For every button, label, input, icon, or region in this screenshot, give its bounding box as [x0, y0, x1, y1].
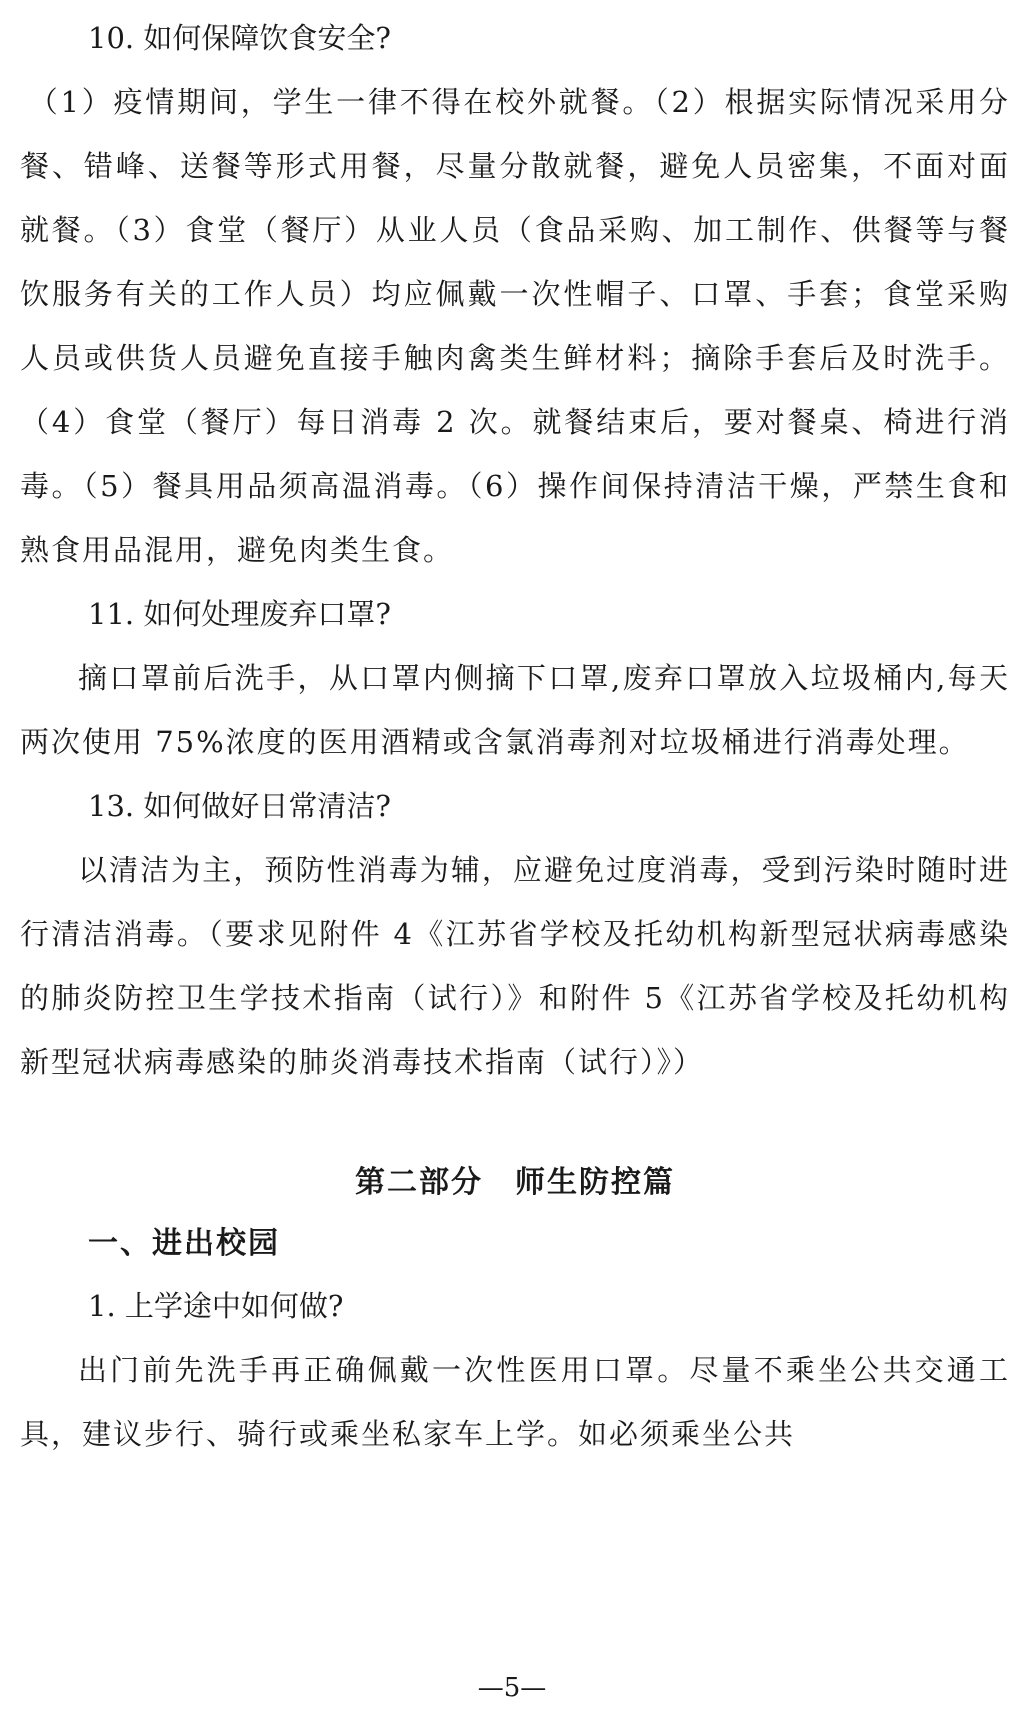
question-10-title: 10. 如何保障饮食安全?	[88, 21, 391, 55]
question-11-title: 11. 如何处理废弃口罩?	[88, 597, 391, 631]
question-11-body: 摘口罩前后洗手，从口罩内侧摘下口罩,废弃口罩放入垃圾桶内,每天两次使用 75%浓度的医用酒精或含氯消毒剂对垃圾桶进行消毒处理。	[20, 661, 1010, 759]
section-one-title: 一、进出校园	[88, 1226, 280, 1261]
question-1-body: 出门前先洗手再正确佩戴一次性医用口罩。尽量不乘坐公共交通工具，建议步行、骑行或乘坐私家车上学。如必须乘坐公共	[20, 1353, 1010, 1451]
question-10-body: （1）疫情期间，学生一律不得在校外就餐。（2）根据实际情况采用分餐、错峰、送餐等形式用餐，尽量分散就餐，避免人员密集，不面对面就餐。（3）食堂（餐厅）从业人员（食品采购、加工制作、供餐等与餐饮服务有关的工作人员）均应佩戴一次性帽子、口罩、手套；食堂采购人员或供货人员避免直接手触肉禽类生鲜材料；摘除手套后及时洗手。（4）食堂（餐厅）每日消毒 2 次。就餐结束后，要对餐桌、椅进行消毒。（5）餐具用品须高温消毒。（6）操作间保持清洁干燥，严禁生食和熟食用品混用，避免肉类生食。	[20, 85, 1010, 567]
part-two-title: 第二部分 师生防控篇	[355, 1165, 675, 1200]
question-13-title: 13. 如何做好日常清洁?	[88, 789, 391, 823]
page-number: —5—	[477, 1673, 547, 1703]
question-1-title: 1. 上学途中如何做?	[88, 1289, 344, 1323]
document-page	[20, 6, 1010, 1466]
question-13-body: 以清洁为主，预防性消毒为辅，应避免过度消毒，受到污染时随时进行清洁消毒。（要求见附件 4《江苏省学校及托幼机构新型冠状病毒感染的肺炎防控卫生学技术指南（试行）》和附件 5《江苏省学校及托幼机构新型冠状病毒感染的肺炎消毒技术指南（试行）》）	[20, 853, 1010, 1079]
